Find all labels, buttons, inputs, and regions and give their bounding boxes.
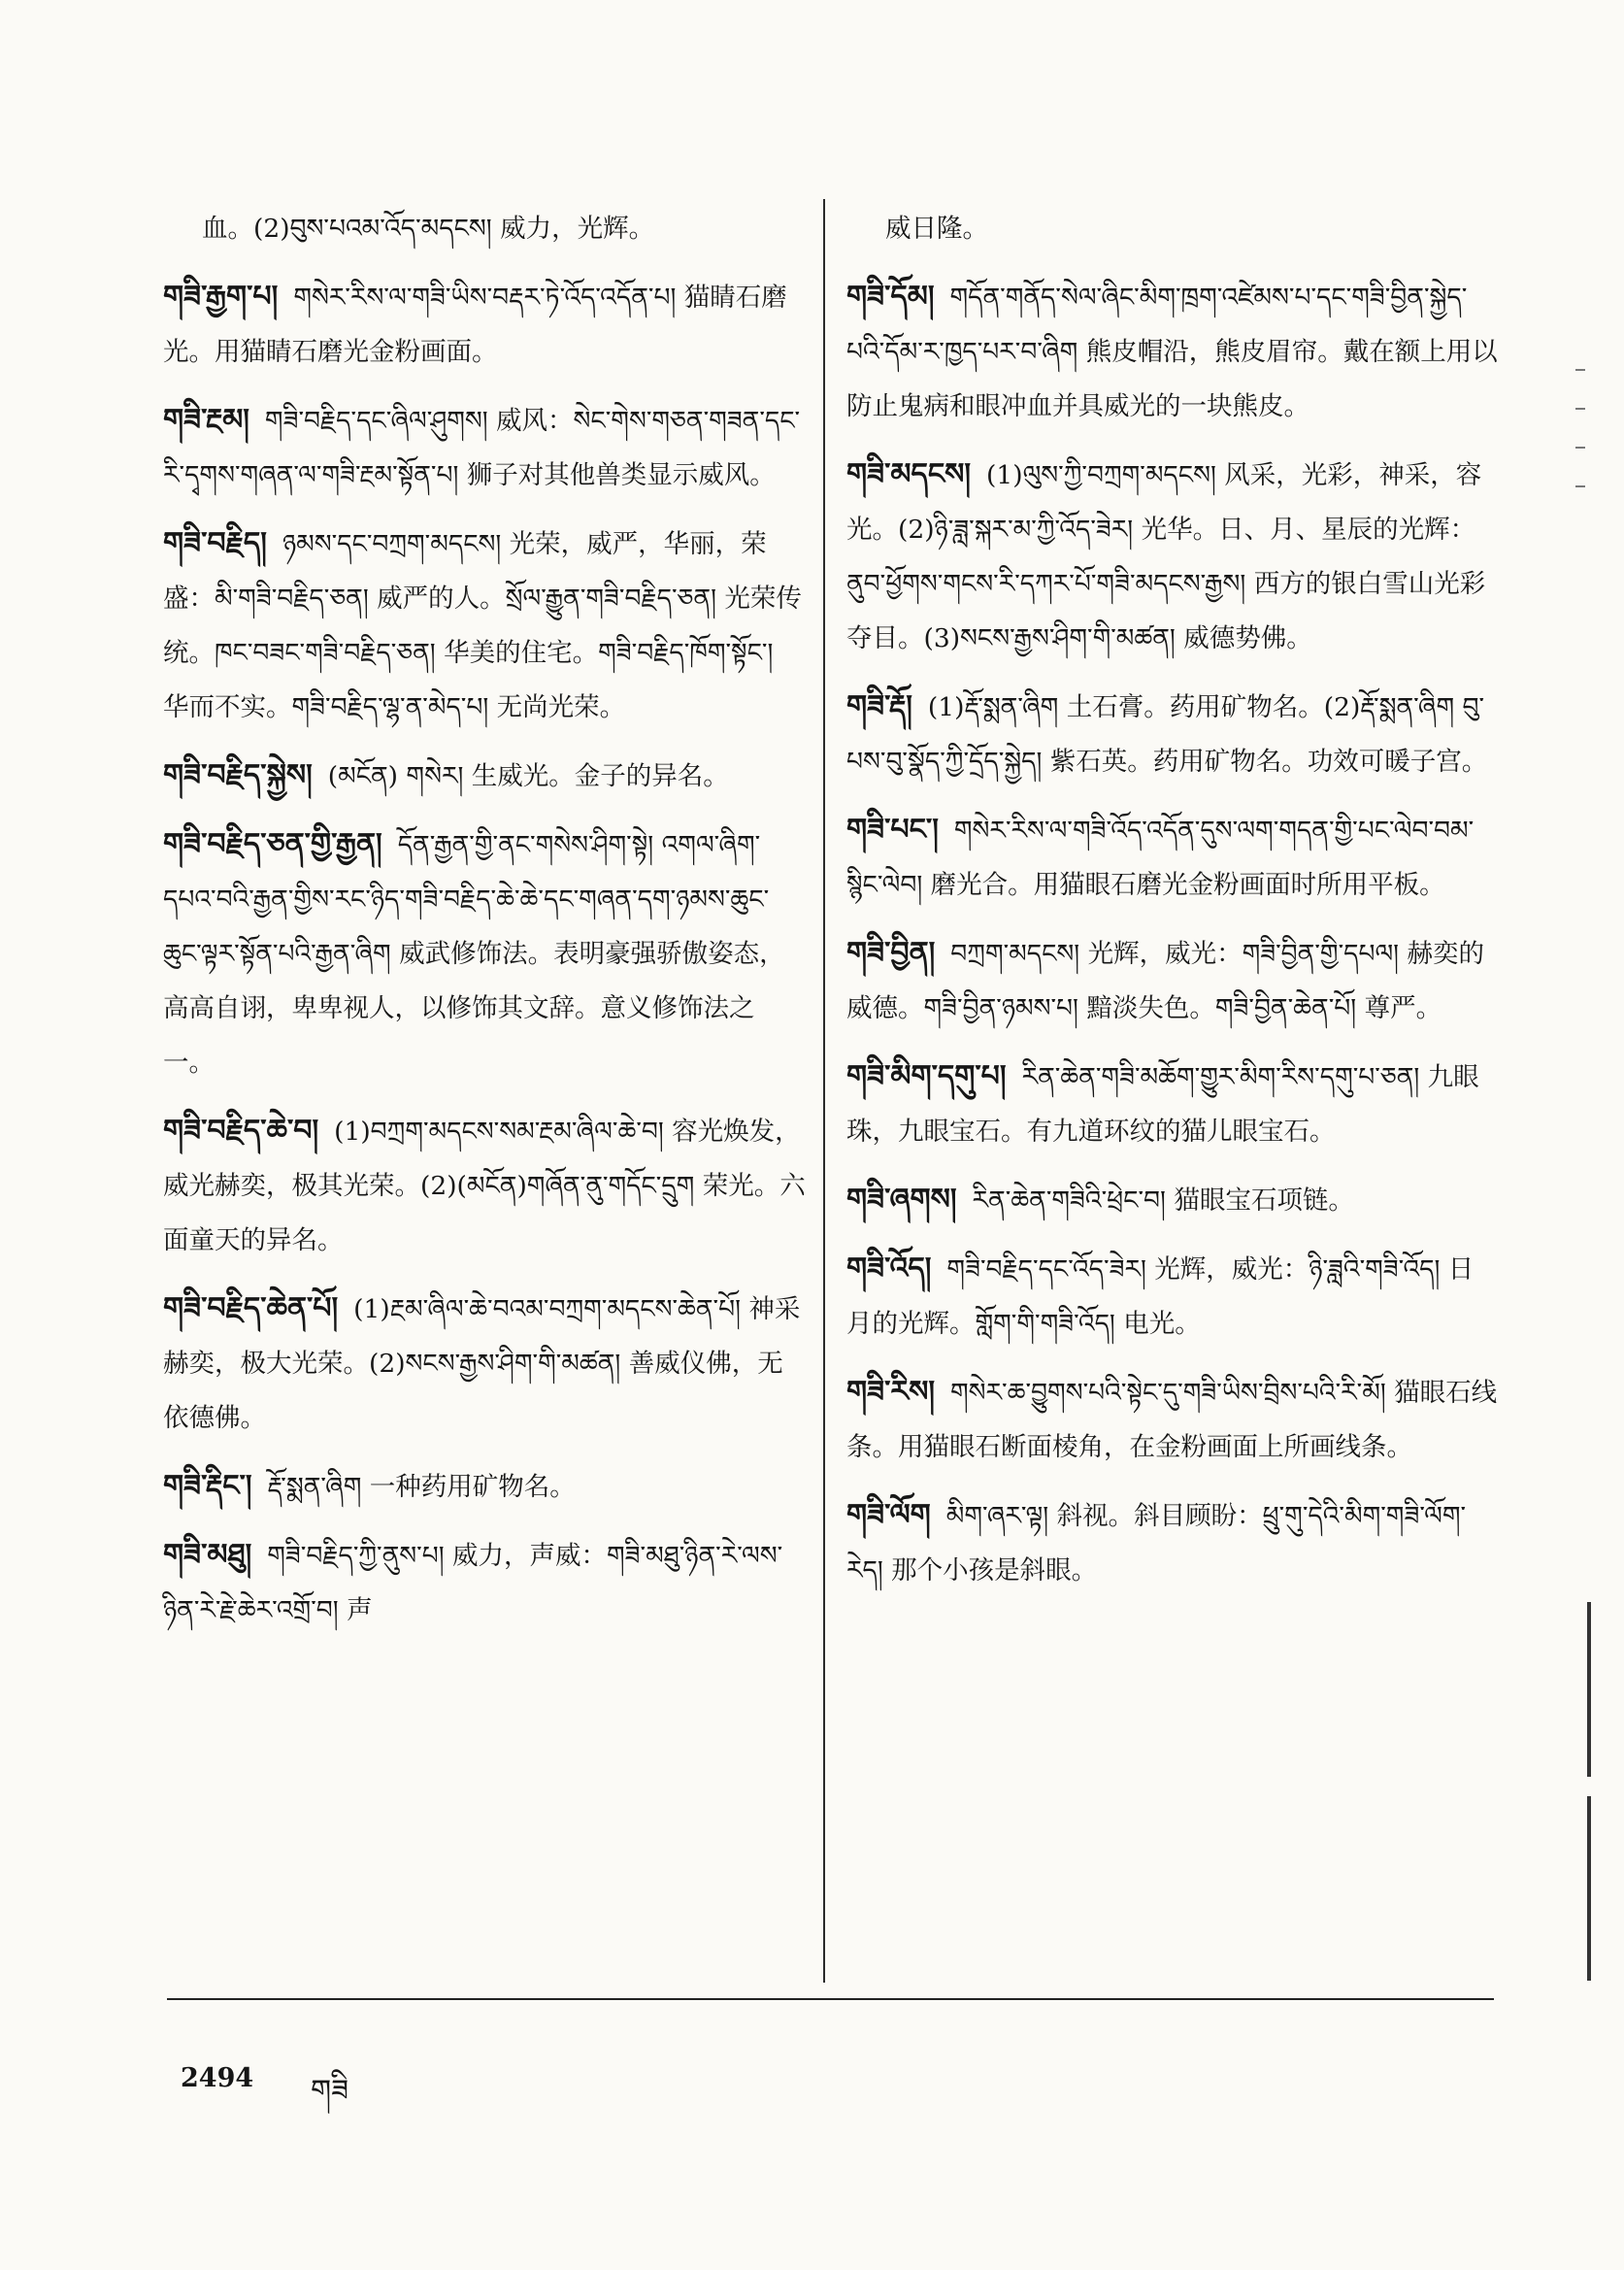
scan-edge-tick — [1575, 485, 1585, 487]
dictionary-entry — [846, 270, 1499, 434]
scan-edge-tick — [1575, 369, 1585, 371]
dictionary-entry — [163, 270, 806, 380]
entry-definition: 血。(2)བུས་པའམ་འོད་མདངས། 威力，光辉。 — [202, 214, 655, 244]
entry-definition: རྡོ་སྨན་ཞིག 一种药用矿物名。 — [267, 1472, 576, 1502]
entry-headword: གཟི་བརྗིད། — [163, 526, 267, 560]
entry-headword: གཟི་རིས། — [846, 1375, 935, 1409]
dictionary-entry — [846, 202, 1499, 256]
entry-headword: གཟི་བརྗིད་ཆེན་པོ། — [163, 1291, 339, 1325]
scan-edge-tick — [1575, 408, 1585, 410]
dictionary-entry — [163, 749, 806, 804]
entry-definition: (མངོན) གསེར། 生威光。金子的异名。 — [327, 761, 729, 791]
dictionary-entry — [846, 1050, 1499, 1159]
dictionary-entry — [846, 926, 1499, 1036]
dictionary-entry — [846, 680, 1499, 789]
entry-definition: (1)ལུས་ཀྱི་བཀྲག་མདངས། 风采，光彩，神采，容光。(2)ཉི་ཟླ་སྐར་མ་ཀྱི་འོད་ཟེར། 光华。日、月、星辰的光辉：ནུབ་ཕྱོགས་གངས་རི་དཀར་པོ་གཟི་མདངས་རྒྱས། 西方的银白雪山光彩夺目。(3)སངས་རྒྱས་ཤིག་གི་མཚན། 威德势佛。 — [846, 460, 1486, 653]
entry-headword: གཟི་དོམ། — [846, 280, 935, 314]
entry-headword: གཟི་རྡིང་། — [163, 1469, 252, 1503]
entry-headword: གཟི་འོད། — [846, 1252, 932, 1285]
footer-rule — [167, 1998, 1494, 2000]
entry-definition: གཟི་བརྗིད་ཀྱི་ནུས་པ། 威力，声威：གཟི་མཐུ་ཉིན་རེ་ལས་ཉིན་རེ་རྗེ་ཆེར་འགྲོ་བ། 声 — [163, 1541, 783, 1625]
entry-definition: (1)བཀྲག་མདངས་སམ་རྔམ་ཞིལ་ཆེ་བ། 容光焕发，威光赫奕，极其光荣。(2)(མངོན)གཞོན་ནུ་གདོང་དྲུག 荣光。六面童天的异名。 — [163, 1117, 806, 1255]
entry-headword: གཟི་རྔམ། — [163, 403, 249, 437]
dictionary-entry — [846, 1365, 1499, 1475]
entry-headword: གཟི་རྒྱག་པ། — [163, 280, 279, 314]
entry-definition: ཉམས་དང་བཀྲག་མདངས། 光荣，威严，华丽，荣盛：མི་གཟི་བརྗིད་ཅན། 威严的人。སྲོལ་རྒྱུན་གཟི་བརྗིད་ཅན། 光荣传统。ཁང་བཟང་གཟི་བརྗིད་ཅན། 华美的住宅。གཟི་བརྗིད་ཁོག་སྟོང་། 华而不实。གཟི་བརྗིད་ལྷ་ན་མེད་པ། 无尚光荣。 — [163, 529, 802, 722]
dictionary-entry — [163, 393, 806, 503]
entry-definition: (1)རྡོ་སྨན་ཞིག 土石膏。药用矿物名。(2)རྡོ་སྨན་ཞིག བུ་པས་བུ་སྣོད་ཀྱི་དྲོད་སྐྱེད། 紫石英。药用矿物名。功效可暖子宫。 — [846, 692, 1488, 777]
entry-definition: མིག་ཞར་ལྟ། 斜视。斜目顾盼：ཕྲུ་གུ་དེའི་མིག་གཟི་ལོག་རེད། 那个小孩是斜眼。 — [846, 1501, 1467, 1586]
entry-definition: གཟི་བརྗིད་དང་ཞིལ་ཤུགས། 威风：སེང་གེས་གཅན་གཟན་དང་རི་དྭགས་གཞན་ལ་གཟི་རྔམ་སྟོན་པ། 狮子对其他兽类显示威风。 — [163, 406, 801, 490]
dictionary-entry — [846, 1173, 1499, 1228]
dictionary-entry — [846, 1242, 1499, 1352]
entry-definition: གདོན་གནོད་སེལ་ཞིང་མིག་ཁྲག་འཛེམས་པ་དང་གཟི་བྱིན་སྐྱེད་པའི་དོམ་ར་ཁྱད་པར་བ་ཞིག 熊皮帽沿，熊皮眉帘。戴在额上用以防止鬼病和眼冲血并具威光的一块熊皮。 — [846, 283, 1498, 421]
entry-definition: གསེར་རིས་ལ་གཟི་འོད་འདོན་དུས་ལག་གདན་གྱི་པང་ལེབ་བམ་སྙིང་ལེབ། 磨光合。用猫眼石磨光金粉画面时所用平板。 — [846, 816, 1475, 900]
dictionary-entry — [163, 1528, 806, 1638]
entry-definition: བཀྲག་མདངས། 光辉，威光：གཟི་བྱིན་གྱི་དཔལ། 赫奕的威德。གཟི་བྱིན་ཉམས་པ། 黯淡失色。གཟི་བྱིན་ཆེན་པོ། 尊严。 — [846, 939, 1484, 1023]
dictionary-entry — [163, 818, 806, 1090]
column-divider — [823, 199, 825, 1983]
entry-headword: གཟི་བྱིན། — [846, 936, 936, 970]
scan-edge-mark — [1587, 1796, 1591, 1981]
dictionary-entry — [846, 1488, 1499, 1598]
entry-definition: 威日隆。 — [885, 214, 988, 244]
dictionary-entry — [163, 1104, 806, 1268]
dictionary-entry — [163, 1282, 806, 1446]
entry-headword: གཟི་རྡོ། — [846, 689, 912, 723]
entry-headword: གཟི་བརྗིད་ཅན་གྱི་རྒྱན། — [163, 827, 382, 861]
scan-edge-mark — [1587, 1602, 1591, 1777]
dictionary-entry — [846, 448, 1499, 666]
running-head: གཟི — [311, 2074, 349, 2108]
entry-definition: གཟི་བརྗིད་དང་འོད་ཟེར། 光辉，威光：ཉི་ཟླའི་གཟི་འོད། 日月的光辉。གློག་གི་གཟི་འོད། 电光。 — [846, 1254, 1475, 1339]
entry-headword: གཟི་མདངས། — [846, 457, 972, 491]
entry-headword: གཟི་ཞགས། — [846, 1183, 957, 1217]
left-column — [163, 202, 806, 1652]
entry-definition: རིན་ཆེན་གཟིའི་ཕྲེང་བ། 猫眼宝石项链。 — [972, 1185, 1354, 1216]
page-number: 2494 — [181, 2063, 254, 2093]
dictionary-entry — [163, 517, 806, 735]
entry-definition: དོན་རྒྱན་གྱི་ནང་གསེས་ཤིག་སྟེ། འགལ་ཞིག་དཔའ་བའི་རྒྱན་གྱིས་རང་ཉིད་གཟི་བརྗིད་ཆེ་ཆེ་དང་གཞན་དག་ཉམས་ཆུང་ཆུང་ལྟར་སྟོན་པའི་རྒྱན་ཞིག 威武修饰法。表明豪强骄傲姿态，高高自诩，卑卑视人，以修饰其文辞。意义修饰法之一。 — [163, 830, 785, 1078]
right-column — [846, 202, 1499, 1612]
entry-headword: གཟི་པང་། — [846, 813, 939, 847]
dictionary-entry — [163, 1459, 806, 1515]
entry-headword: གཟི་ལོག — [846, 1498, 931, 1532]
dictionary-entry — [163, 202, 806, 256]
dictionary-entry — [846, 803, 1499, 913]
scan-edge-tick — [1575, 447, 1585, 449]
entry-definition: གསེར་ཆ་བྱུགས་པའི་སྟེང་དུ་གཟི་ཡིས་བྲིས་པའི་རི་མོ། 猫眼石线条。用猫眼石断面棱角，在金粉画面上所画线条。 — [846, 1378, 1498, 1462]
entry-definition: (1)རྔམ་ཞིལ་ཆེ་བའམ་བཀྲག་མདངས་ཆེན་པོ། 神采赫奕，极大光荣。(2)སངས་རྒྱས་ཤིག་གི་མཚན། 善威仪佛，无依德佛。 — [163, 1294, 801, 1433]
entry-headword: གཟི་བརྗིད་སྐྱེས། — [163, 758, 313, 792]
entry-headword: གཟི་བརྗིད་ཆེ་བ། — [163, 1114, 319, 1148]
entry-headword: གཟི་མིག་དགུ་པ། — [846, 1059, 1007, 1093]
entry-headword: གཟི་མཐུ། — [163, 1538, 252, 1572]
entry-definition: རིན་ཆེན་གཟི་མཆོག་གྱུར་མིག་རིས་དགུ་པ་ཅན། 九眼珠，九眼宝石。有九道环纹的猫儿眼宝石。 — [846, 1062, 1479, 1147]
entry-definition: གསེར་རིས་ལ་གཟི་ཡིས་བརྡར་ཏེ་འོད་འདོན་པ། 猫睛石磨光。用猫睛石磨光金粉画面。 — [163, 283, 787, 367]
